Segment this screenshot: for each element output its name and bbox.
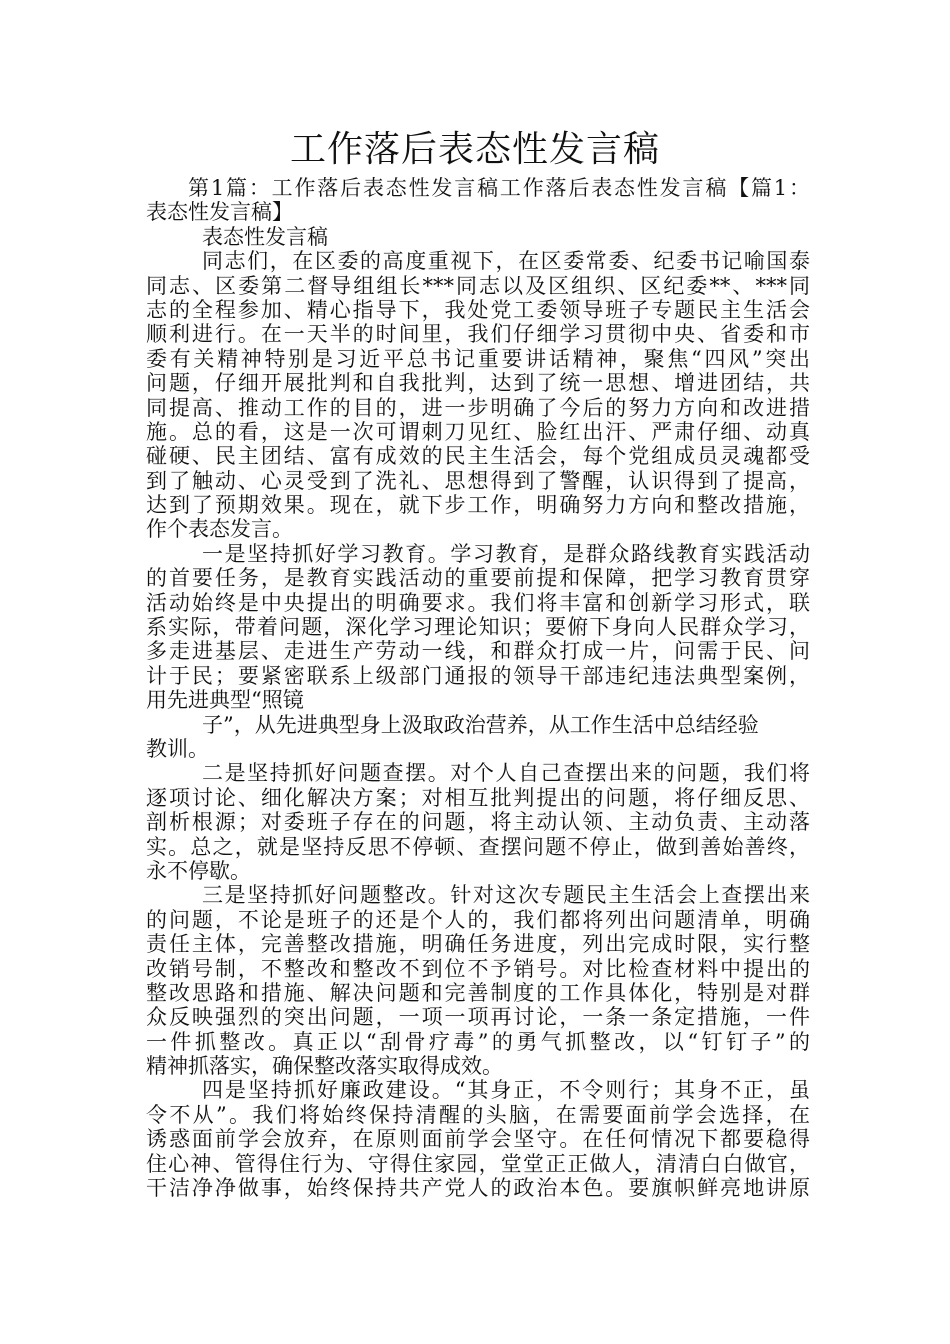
text-line: 一件抓整改。真正以“刮骨疗毒”的勇气抓整改，以“钉钉子”的 (146, 1029, 810, 1054)
text-line: 系实际，带着问题，深化学习理论知识；要俯下身向人民群众学习， (146, 615, 810, 640)
text-line: 整改思路和措施、解决问题和完善制度的工作具体化，特别是对群 (146, 980, 810, 1005)
text-line: 子”，从先进典型身上汲取政治营养，从工作生活中总结经验 (202, 712, 759, 737)
text-line: 实。总之，就是坚持反思不停顿、查摆问题不停止，做到善始善终， (146, 834, 810, 859)
text-line: 表态性发言稿 (202, 224, 328, 249)
text-line: 志的全程参加、精心指导下，我处党工委领导班子专题民主生活会 (146, 297, 810, 322)
text-line: 逐项讨论、细化解决方案；对相互批判提出的问题，将仔细反思、 (146, 785, 810, 810)
text-line: 的首要任务，是教育实践活动的重要前提和保障，把学习教育贯穿 (146, 566, 810, 591)
text-line: 作个表态发言。 (146, 517, 293, 542)
text-line: 到了触动、心灵受到了洗礼、思想得到了警醒，认识得到了提高， (146, 468, 810, 493)
text-line: 令不从”。我们将始终保持清醒的头脑，在需要面前学会选择，在 (146, 1102, 810, 1127)
text-line: 表态性发言稿】 (146, 200, 293, 225)
text-line: 活动始终是中央提出的明确要求。我们将丰富和创新学习形式，联 (146, 590, 810, 615)
text-line: 碰硬、民主团结、富有成效的民主生活会，每个党组成员灵魂都受 (146, 444, 810, 469)
text-line: 计于民；要紧密联系上级部门通报的领导干部违纪违法典型案例， (146, 663, 810, 688)
text-line: 剖析根源；对委班子存在的问题，将主动认领、主动负责、主动落 (146, 810, 810, 835)
text-line: 一是坚持抓好学习教育。学习教育，是群众路线教育实践活动 (202, 541, 810, 566)
text-line: 干洁净净做事，始终保持共产党人的政治本色。要旗帜鲜亮地讲原 (146, 1176, 810, 1201)
text-line: 的问题，不论是班子的还是个人的，我们都将列出问题清单，明确 (146, 907, 810, 932)
text-line: 委有关精神特别是习近平总书记重要讲话精神，聚焦“四风”突出 (146, 346, 810, 371)
text-line: 三是坚持抓好问题整改。针对这次专题民主生活会上查摆出来 (202, 883, 810, 908)
text-line: 教训。 (146, 736, 209, 761)
text-line: 顺利进行。在一天半的时间里，我们仔细学习贯彻中央、省委和市 (146, 322, 810, 347)
text-line: 多走进基层、走进生产劳动一线，和群众打成一片，问需于民、问 (146, 639, 810, 664)
text-line: 二是坚持抓好问题查摆。对个人自己查摆出来的问题，我们将 (202, 761, 810, 786)
text-line: 用先进典型“照镜 (146, 688, 304, 713)
document-body (146, 176, 810, 1200)
text-line: 同提高、推动工作的目的，进一步明确了今后的努力方向和改进措 (146, 395, 810, 420)
text-line: 四是坚持抓好廉政建设。“其身正，不令则行；其身不正，虽 (202, 1078, 810, 1103)
text-line: 达到了预期效果。现在，就下步工作，明确努力方向和整改措施， (146, 493, 810, 518)
text-line: 同志们，在区委的高度重视下，在区委常委、纪委书记喻国泰 (202, 249, 810, 274)
text-line: 永不停歇。 (146, 858, 251, 883)
text-line: 众反映强烈的突出问题，一项一项再讨论，一条一条定措施，一件 (146, 1005, 810, 1030)
document-title: 工作落后表态性发言稿 (289, 129, 660, 170)
text-line: 问题，仔细开展批判和自我批判，达到了统一思想、增进团结，共 (146, 371, 810, 396)
text-line: 第1篇：工作落后表态性发言稿工作落后表态性发言稿【篇1： (188, 176, 810, 200)
text-line: 施。总的看，这是一次可谓刺刀见红、脸红出汗、严肃仔细、动真 (146, 419, 810, 444)
text-line: 住心神、管得住行为、守得住家园，堂堂正正做人，清清白白做官， (146, 1151, 810, 1176)
text-line: 责任主体，完善整改措施，明确任务进度，列出完成时限，实行整 (146, 932, 810, 957)
text-line: 诱惑面前学会放弃，在原则面前学会坚守。在任何情况下都要稳得 (146, 1127, 810, 1152)
text-line: 同志、区委第二督导组组长***同志以及区组织、区纪委**、***同 (146, 273, 810, 298)
text-line: 改销号制，不整改和整改不到位不予销号。对比检查材料中提出的 (146, 956, 810, 981)
text-line: 精神抓落实，确保整改落实取得成效。 (146, 1054, 503, 1079)
